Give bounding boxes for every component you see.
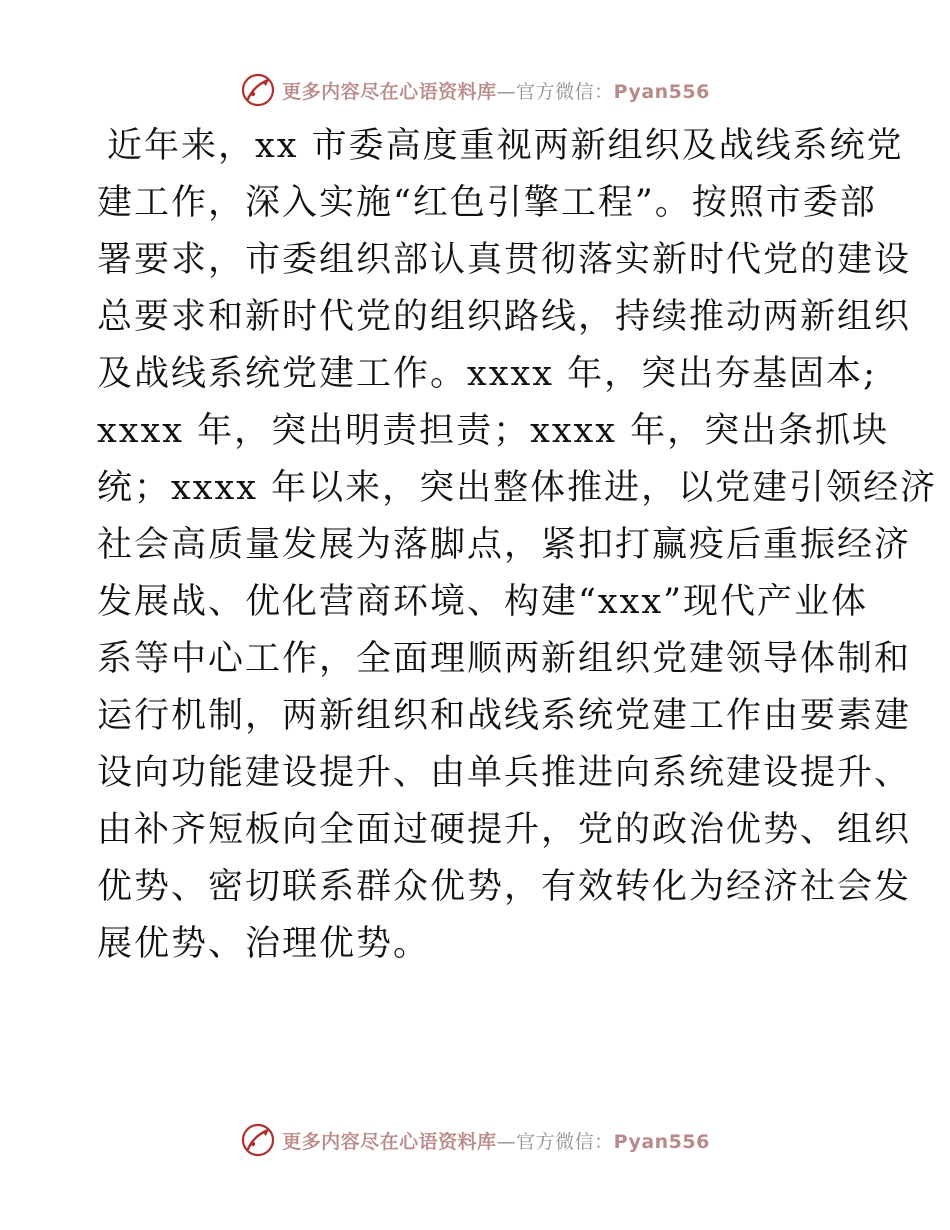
- watermark-separator: —: [496, 1130, 517, 1153]
- paragraph-line: 运行机制，两新组织和战线系统党建工作由要素建: [97, 696, 912, 736]
- paragraph-line: 系等中心工作，全面理顺两新组织党建领导体制和: [97, 639, 912, 679]
- paragraph-line: xxxx 年，突出明责担责；xxxx 年，突出条抓块: [97, 411, 890, 451]
- paragraph-line: 署要求，市委组织部认真贯彻落实新时代党的建设: [97, 240, 912, 280]
- watermark-brand: 更多内容尽在心语资料库: [282, 1130, 497, 1153]
- watermark-account: Pyan556: [613, 80, 710, 103]
- footer-watermark: [0, 1120, 950, 1160]
- paragraph-line: 展优势、治理优势。: [97, 924, 431, 964]
- watermark-brand: 更多内容尽在心语资料库: [282, 80, 497, 103]
- pen-logo-icon: [240, 1122, 276, 1158]
- watermark-text: [282, 77, 710, 104]
- paragraph-line: 设向功能建设提升、由单兵推进向系统建设提升、: [97, 753, 912, 793]
- paragraph-line: 优势、密切联系群众优势，有效转化为经济社会发: [97, 867, 912, 907]
- paragraph-line: 及战线系统党建工作。xxxx 年，突出夯基固本;: [97, 354, 877, 394]
- watermark-text: [282, 1127, 710, 1154]
- header-watermark: [0, 70, 950, 110]
- document-paragraph: [97, 118, 938, 973]
- watermark-account: Pyan556: [613, 1130, 710, 1153]
- paragraph-line: 由补齐短板向全面过硬提升，党的政治优势、组织: [97, 810, 912, 850]
- watermark-official: 官方微信：: [516, 80, 614, 103]
- watermark-separator: —: [496, 80, 517, 103]
- paragraph-line: 统；xxxx 年以来，突出整体推进，以党建引领经济: [97, 468, 938, 508]
- watermark-official: 官方微信：: [516, 1130, 614, 1153]
- paragraph-line: 建工作，深入实施“红色引擎工程”。按照市委部: [97, 183, 877, 223]
- paragraph-line: 总要求和新时代党的组织路线，持续推动两新组织: [97, 297, 912, 337]
- paragraph-line: 社会高质量发展为落脚点，紧扣打赢疫后重振经济: [97, 525, 912, 565]
- paragraph-line: 发展战、优化营商环境、构建“xxx”现代产业体: [97, 582, 869, 622]
- paragraph-line: 近年来，xx 市委高度重视两新组织及战线系统党: [107, 126, 904, 166]
- pen-logo-icon: [240, 72, 276, 108]
